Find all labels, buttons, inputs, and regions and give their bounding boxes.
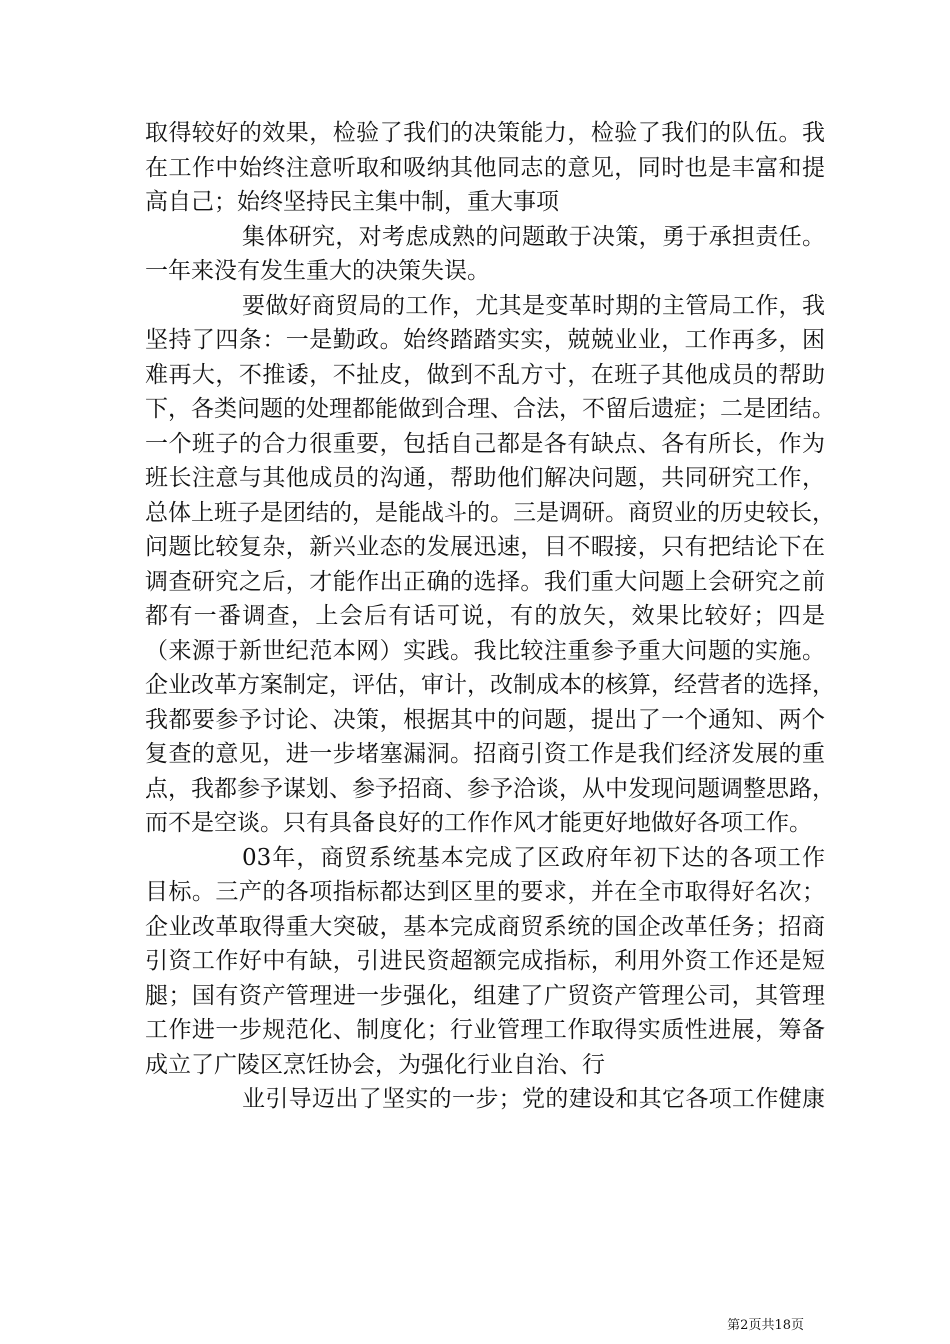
text-line: 调查研究之后，才能作出正确的选择。我们重大问题上会研究之前 xyxy=(145,568,825,595)
text-line: 目标。三产的各项指标都达到区里的要求，并在全市取得好名次； xyxy=(145,879,825,905)
text-line: 下，各类问题的处理都能做到合理、合法，不留后遗症；二是团结。 xyxy=(145,396,835,422)
text-line: 要做好商贸局的工作，尤其是变革时期的主管局工作，我 xyxy=(242,292,825,319)
text-line: 坚持了四条：一是勤政。始终踏踏实实，兢兢业业，工作再多，困 xyxy=(145,327,825,353)
text-line: 成立了广陵区烹饪协会，为强化行业自治、行 xyxy=(145,1051,605,1078)
text-line: 企业改革方案制定，评估，审计，改制成本的核算，经营者的选择， xyxy=(145,672,835,698)
text-line: 取得较好的效果，检验了我们的决策能力，检验了我们的队伍。我 xyxy=(145,120,825,146)
text-line: 都有一番调查，上会后有话可说，有的放矢，效果比较好；四是 xyxy=(145,603,825,629)
text-line: 企业改革取得重大突破，基本完成商贸系统的国企改革任务；招商 xyxy=(145,913,825,940)
text-line: 一年来没有发生重大的决策失误。 xyxy=(145,258,490,284)
text-line: 班长注意与其他成员的沟通，帮助他们解决问题，共同研究工作， xyxy=(145,465,825,491)
text-line: （来源于新世纪范本网）实践。我比较注重参予重大问题的实施。 xyxy=(145,637,825,664)
text-line: 高自己；始终坚持民主集中制，重大事项 xyxy=(145,189,559,215)
text-line: 引资工作好中有缺，引进民资超额完成指标，利用外资工作还是短 xyxy=(145,948,825,974)
text-line: 腿；国有资产管理进一步强化，组建了广贸资产管理公司，其管理 xyxy=(145,982,825,1009)
text-line: 一个班子的合力很重要，包括自己都是各有缺点、各有所长，作为 xyxy=(145,430,825,457)
text-line: 业引导迈出了坚实的一步；党的建设和其它各项工作健康 xyxy=(242,1086,825,1112)
text-line: 而不是空谈。只有具备良好的工作作风才能更好地做好各项工作。 xyxy=(145,810,812,836)
text-line: 集体研究，对考虑成熟的问题敢于决策，勇于承担责任。 xyxy=(242,223,825,250)
text-line: 复查的意见，进一步堵塞漏洞。招商引资工作是我们经济发展的重 xyxy=(145,741,825,767)
text-line: 我都要参予讨论、决策，根据其中的问题，提出了一个通知、两个 xyxy=(145,706,825,733)
text-line: 难再大，不推诿，不扯皮，做到不乱方寸，在班子其他成员的帮助 xyxy=(145,361,825,388)
text-line: 问题比较复杂，新兴业态的发展迅速，目不暇接，只有把结论下在 xyxy=(145,534,825,560)
text-line: 工作进一步规范化、制度化；行业管理工作取得实质性进展，筹备 xyxy=(145,1017,825,1043)
text-line: 03年，商贸系统基本完成了区政府年初下达的各项工作 xyxy=(242,844,825,871)
text-line: 点，我都参予谋划、参予招商、参予洽谈，从中发现问题调整思路， xyxy=(145,775,835,802)
text-line: 总体上班子是团结的，是能战斗的。三是调研。商贸业的历史较长， xyxy=(145,499,835,526)
text-line: 在工作中始终注意听取和吸纳其他同志的意见，同时也是丰富和提 xyxy=(145,154,825,181)
body-text xyxy=(145,116,835,1117)
page-number: 第2页共18页 xyxy=(727,1318,804,1333)
